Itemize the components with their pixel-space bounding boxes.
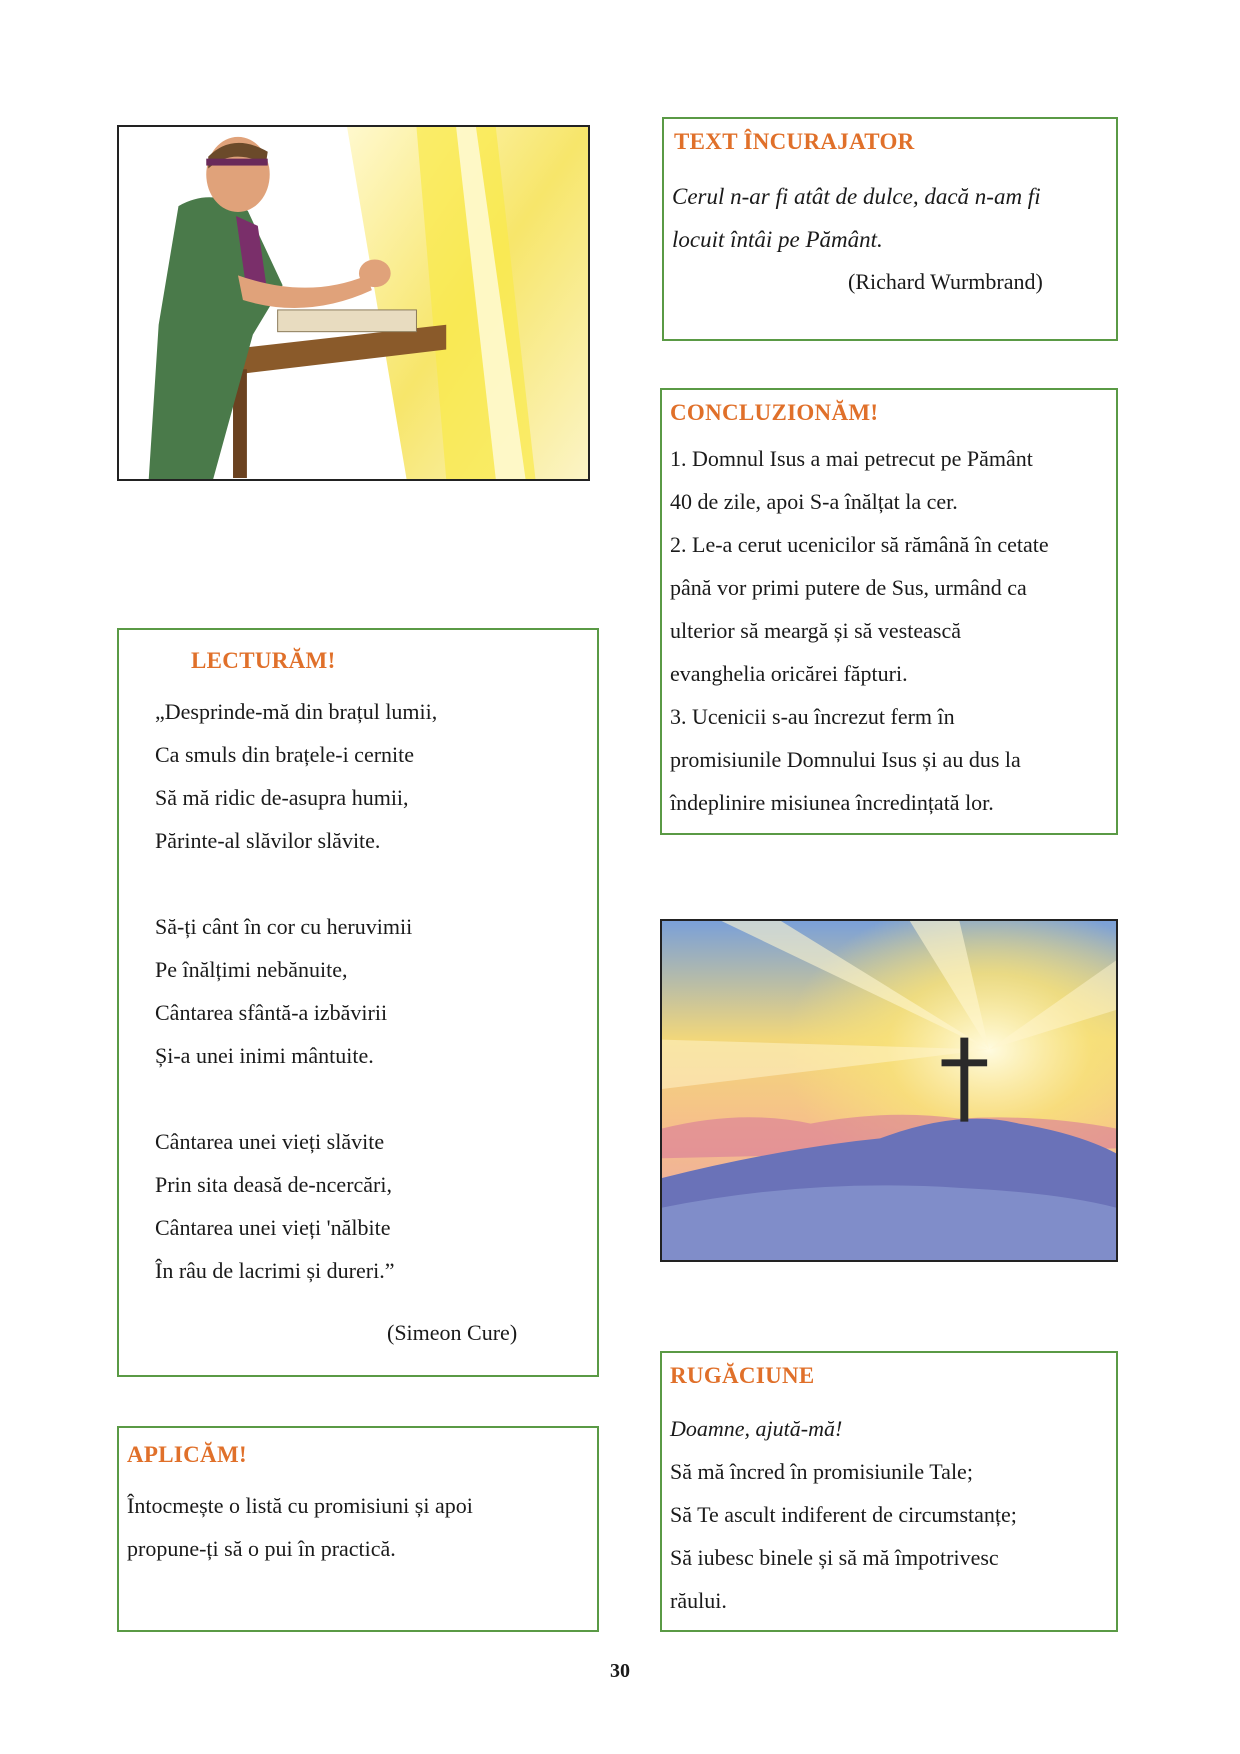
prayer-line: răului. <box>670 1588 727 1613</box>
conclusion-line: 40 de zile, apoi S-a înălțat la cer. <box>670 489 958 514</box>
praying-man-illustration <box>117 125 590 481</box>
praying-man-drawing <box>119 127 588 479</box>
conclusion-line: îndeplinire misiunea încredințată lor. <box>670 790 994 815</box>
conclusion-line: ulterior să meargă și să vestească <box>670 618 961 643</box>
prayer-line: Să iubesc binele și să mă împotrivesc <box>670 1545 999 1570</box>
prayer-intro: Doamne, ajută-mă! <box>670 1416 843 1441</box>
conclusion-line: 3. Ucenicii s-au încrezut ferm în <box>670 704 955 729</box>
conclusion-line: promisiunile Domnului Isus și au dus la <box>670 747 1021 772</box>
reading-box <box>117 628 599 1377</box>
poem-line: Și-a unei inimi mântuite. <box>155 1043 374 1068</box>
prayer-heading: RUGĂCIUNE <box>670 1363 815 1388</box>
poem-line: Părinte-al slăvilor slăvite. <box>155 828 381 853</box>
apply-line: propune-ți să o pui în practică. <box>127 1536 396 1561</box>
poem-line: Ca smuls din brațele-i cernite <box>155 742 415 767</box>
reading-heading: LECTURĂM! <box>191 648 336 673</box>
poem <box>155 690 437 1292</box>
encouraging-line: Cerul n-ar fi atât de dulce, dacă n-am fi <box>672 184 1041 209</box>
conclusion-line: evanghelia oricărei făpturi. <box>670 661 908 686</box>
conclusion-line: 2. Le-a cerut ucenicilor să rămână în cetate <box>670 532 1049 557</box>
poem-line: Să mă ridic de-asupra humii, <box>155 785 409 810</box>
encouraging-heading: TEXT ÎNCURAJATOR <box>674 129 915 154</box>
poem-line: Să-ți cânt în cor cu heruvimii <box>155 914 413 939</box>
conclusion-line: 1. Domnul Isus a mai petrecut pe Pământ <box>670 446 1033 471</box>
poem-line: „Desprinde-mă din brațul lumii, <box>155 699 438 724</box>
apply-box <box>117 1426 599 1632</box>
encouraging-author: (Richard Wurmbrand) <box>848 269 1043 294</box>
conclusion-box <box>660 388 1118 835</box>
apply-line: Întocmește o listă cu promisiuni și apoi <box>127 1493 473 1518</box>
prayer-box <box>660 1351 1118 1632</box>
apply-heading: APLICĂM! <box>127 1442 247 1467</box>
poem-line: Cântarea sfântă-a izbăvirii <box>155 1000 388 1025</box>
conclusion-heading: CONCLUZIONĂM! <box>670 400 879 425</box>
encouraging-line: locuit întâi pe Pământ. <box>672 227 883 252</box>
poem-line: În râu de lacrimi și dureri.” <box>155 1258 395 1283</box>
conclusion-line: până vor primi putere de Sus, urmând ca <box>670 575 1027 600</box>
poem-line: Prin sita deasă de-ncercări, <box>155 1172 392 1197</box>
poem-line: Cântarea unei vieți 'nălbite <box>155 1215 391 1240</box>
encouraging-text-box <box>662 117 1118 341</box>
poem-author: (Simeon Cure) <box>387 1320 518 1345</box>
poem-line: Cântarea unei vieți slăvite <box>155 1129 385 1154</box>
conclusion-list <box>670 437 1049 824</box>
poem-line: Pe înălțimi nebănuite, <box>155 957 348 982</box>
prayer-line: Să mă încred în promisiunile Tale; <box>670 1459 973 1484</box>
prayer-line: Să Te ascult indiferent de circumstanțe; <box>670 1502 1017 1527</box>
cross-on-hill-drawing <box>662 921 1116 1260</box>
prayer-lines <box>670 1450 1017 1622</box>
page-number: 30 <box>610 1660 630 1682</box>
cross-on-hill-illustration <box>660 919 1118 1262</box>
